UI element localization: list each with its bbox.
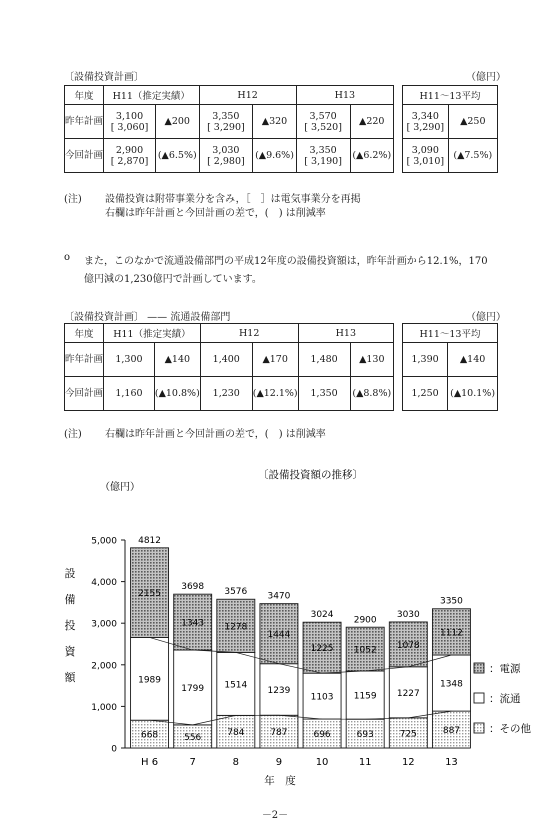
diff-cell: ▲200 [156, 105, 199, 139]
chart-title: 〔設備投資額の推移〕 [258, 469, 363, 481]
bar-total-label: 3024 [310, 610, 334, 621]
table-cell: 1,480 [298, 343, 350, 377]
bar-value-label: 784 [227, 728, 245, 739]
table2-note-line: 右欄は昨年計画と今回計画の差で，( ) は削減率 [105, 429, 326, 440]
y-tick-label: 0 [111, 744, 117, 755]
x-tick-label: 9 [275, 757, 283, 768]
table2-header-avg: H11～13平均 [403, 324, 498, 343]
bar-value-label: 1514 [224, 680, 248, 691]
table2-header-year: 年度 [65, 324, 104, 343]
bar-value-label: 1227 [396, 688, 420, 699]
bar-value-label: 556 [184, 732, 202, 743]
diff-cell: ▲130 [350, 343, 393, 377]
bar-total-label: 3030 [396, 609, 420, 620]
bar-value-label: 1159 [353, 691, 377, 702]
table-cell: 3,030 [ 2,980] [199, 139, 253, 173]
y-axis-label-char: 投 [64, 619, 76, 632]
table1-title: 〔設備投資計画〕 [64, 72, 144, 83]
bar-value-label: 1989 [138, 675, 162, 686]
y-tick-label: 3,000 [91, 619, 117, 630]
plot-area [131, 536, 471, 748]
table-cell: 1,350 [298, 377, 350, 411]
y-axis-label [65, 567, 77, 684]
table2-header-h11: H11（推定実績） [104, 324, 201, 343]
table1-note-label: (注) [64, 194, 82, 205]
table1-average [402, 85, 498, 173]
table-row [403, 139, 498, 173]
diff-cell: (▲12.1%) [252, 377, 298, 411]
table1-note-line1: 設備投資は附帯事業分を含み，［ ］は電気事業分を再掲 [105, 194, 361, 205]
table-row [65, 377, 394, 411]
table-cell: 3,350 [ 3,190] [296, 139, 350, 173]
x-tick-label: 11 [358, 757, 372, 768]
diff-cell: (▲9.6%) [253, 139, 296, 173]
bar-total-label: 2900 [353, 615, 377, 626]
bar-value-label: 1278 [224, 622, 248, 633]
legend [474, 662, 531, 735]
table-cell: 3,350 [ 3,290] [199, 105, 253, 139]
bar-value-label: 693 [356, 730, 374, 741]
bar-value-label: 1343 [181, 618, 205, 629]
bar-total-label: 3698 [181, 582, 205, 593]
table-cell: 1,300 [104, 343, 155, 377]
paragraph-line2: 億円減の1,230億円で計画しています。 [84, 274, 262, 285]
diff-cell: ▲250 [448, 105, 497, 139]
x-tick-label: 7 [189, 757, 196, 768]
bar-value-label: 1052 [353, 645, 377, 656]
diff-cell: (▲10.1%) [448, 377, 498, 411]
diff-cell: ▲140 [154, 343, 200, 377]
table1-note-line2: 右欄は昨年計画と今回計画の差で，( ) は削減率 [105, 208, 326, 219]
bar-value-label: 1444 [267, 630, 291, 641]
row-label: 昨年計画 [65, 343, 104, 377]
table2-title: 〔設備投資計画〕 —— 流通設備部門 [64, 312, 231, 323]
x-tick-label: 10 [315, 757, 329, 768]
table-cell: 1,160 [104, 377, 155, 411]
table-cell: 3,340 [ 3,290] [403, 105, 449, 139]
legend-label: ：電源 [489, 663, 521, 675]
y-axis-label-char: 備 [64, 593, 76, 606]
table-row [65, 139, 394, 173]
y-axis-label-char: 設 [64, 567, 76, 580]
bar-total-label: 4812 [138, 535, 162, 546]
table-cell: 2,900 [ 2,870] [104, 139, 156, 173]
table-cell: 3,100 [ 3,060] [104, 105, 156, 139]
page-number: －2－ [261, 810, 289, 821]
y-tick-label: 4,000 [91, 578, 117, 589]
bar-value-label: 1103 [310, 692, 334, 703]
chart-unit: （億円） [100, 482, 140, 493]
y-axis-label-char: 資 [64, 645, 76, 658]
table1-header-avg: H11～13平均 [403, 86, 498, 105]
table-cell: 1,400 [200, 343, 252, 377]
y-tick-label: 5,000 [91, 536, 117, 547]
y-tick-label: 2,000 [91, 661, 117, 672]
table1-unit: （億円） [466, 72, 506, 83]
row-label: 今回計画 [65, 377, 104, 411]
bar-value-label: 696 [313, 730, 331, 741]
diff-cell: ▲170 [252, 343, 298, 377]
row-label: 今回計画 [65, 139, 104, 173]
x-axis [141, 757, 458, 768]
diff-cell: ▲320 [253, 105, 296, 139]
investment-chart [0, 460, 550, 790]
bar-value-label: 1799 [181, 683, 205, 694]
table-cell: 3,090 [ 3,010] [403, 139, 449, 173]
legend-label: ：その他 [489, 723, 531, 735]
table2-main [64, 323, 394, 411]
table1-header-h12: H12 [199, 86, 296, 105]
x-tick-label: 13 [445, 757, 458, 768]
bar-value-label: 1239 [267, 685, 291, 696]
bar-value-label: 668 [140, 730, 159, 741]
table-cell: 1,390 [403, 343, 448, 377]
table-cell: 1,250 [403, 377, 448, 411]
bar-value-label: 1078 [396, 640, 420, 651]
y-tick-label: 1,000 [91, 702, 117, 713]
x-axis-label: 年 度 [264, 775, 296, 787]
x-tick-label: H 6 [141, 757, 159, 768]
diff-cell: ▲140 [448, 343, 498, 377]
paragraph-line1: また，このなかで流通設備部門の平成12年度の設備投資額は，昨年計画から12.1%，170 [84, 256, 488, 267]
table-row [403, 343, 498, 377]
table2-unit: （億円） [466, 312, 506, 323]
bar-total-label: 3470 [267, 591, 291, 602]
bar-value-label: 1112 [439, 628, 463, 639]
table-row [403, 377, 498, 411]
legend-swatch-blank [474, 693, 484, 703]
table1-header-year: 年度 [65, 86, 104, 105]
table2-note-label: (注) [64, 429, 82, 440]
table-cell: 3,570 [ 3,520] [296, 105, 350, 139]
y-axis-label-char: 額 [64, 671, 76, 684]
table2-average [402, 323, 498, 411]
table2-header-h13: H13 [298, 324, 393, 343]
bar-value-label: 887 [442, 726, 461, 737]
bar-value-label: 725 [399, 729, 417, 740]
diff-cell: (▲7.5%) [448, 139, 497, 173]
legend-swatch-dots [474, 723, 484, 733]
bar-total-label: 3350 [439, 596, 463, 607]
diff-cell: (▲10.8%) [154, 377, 200, 411]
table1-header-h13: H13 [296, 86, 393, 105]
table-row [403, 105, 498, 139]
diff-cell: ▲220 [350, 105, 394, 139]
diff-cell: (▲8.8%) [350, 377, 393, 411]
row-label: 昨年計画 [65, 105, 104, 139]
bar-value-label: 2155 [138, 589, 162, 600]
table-row [65, 105, 394, 139]
bar-value-label: 1348 [439, 679, 463, 690]
diff-cell: (▲6.2%) [350, 139, 394, 173]
legend-swatch-screen [474, 663, 484, 673]
legend-label: ：流通 [489, 693, 521, 705]
table1-main [64, 85, 394, 173]
diff-cell: (▲6.5%) [156, 139, 199, 173]
x-tick-label: 8 [232, 757, 239, 768]
bar-value-label: 787 [270, 728, 288, 739]
table-row [65, 343, 394, 377]
x-tick-label: 12 [401, 757, 415, 768]
paragraph-bullet: o [64, 252, 71, 263]
table-cell: 1,230 [200, 377, 252, 411]
table2-header-h12: H12 [200, 324, 298, 343]
table1-header-h11: H11（推定実績） [104, 86, 199, 105]
bar-total-label: 3576 [224, 587, 248, 598]
bar-value-label: 1225 [310, 644, 334, 655]
